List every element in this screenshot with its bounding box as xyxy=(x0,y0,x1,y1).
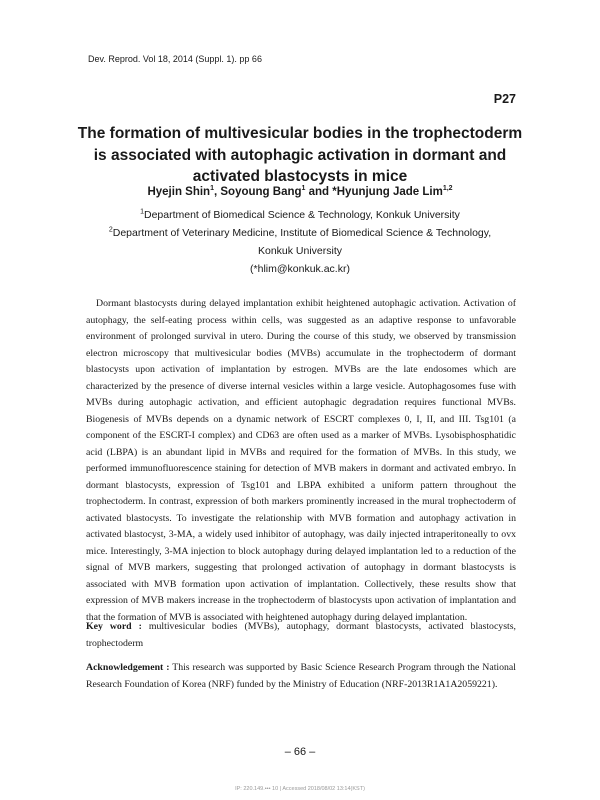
affil-sup: 2 xyxy=(108,226,113,234)
author-affil-sup: 1 xyxy=(210,185,214,193)
affiliation-2 xyxy=(70,224,530,242)
keywords xyxy=(86,619,516,652)
affiliation-1 xyxy=(70,206,530,224)
page-number: – 66 – xyxy=(284,746,316,758)
author-list xyxy=(70,186,530,198)
abstract-text: Dormant blastocysts during delayed implantation exhibit heightened autophagic activation. Activation of autophagy, the self-eating process within cells, was suggested as an adaptive response to unfavorable environment of prolonged survival in utero. During the course of this study, we observed by transmission electron microscopy that multivesicular bodies (MVBs) accumulate in the trophectoderm of dormant blastocysts upon activation of implantation by estrogen. MVBs are the late endosomes which are characterized by the presence of diverse internal vesicles within a large vesicle. Autophagosomes fuse with MVBs during autophagic activation, and efficient autophagic degradation requires functional MVBs. Biogenesis of MVBs depends on a dynamic network of ESCRT complexes 0, I, II, and III. Tsg101 (a component of the ESCRT-I complex) and CD63 are often used as a marker of MVBs. Lysobisphosphatidic acid (LBPA) is an abundant lipid in MVBs and required for the formation of MVBs. In this study, we performed immunofluorescence staining for detection of MVB makers in dormant and activated embryo. In dormant blastocysts, expression of Tsg101 and LBPA exhibited a uniform pattern throughout the trophectoderm. In contrast, expression of both markers prominently increased in the mural trophectoderm of activated blastocysts. To investigate the relationship with MVB formation and autophagy activation in activated blastocyst, 3-MA, a widely used inhibitor of autophagy, was daily injected intraperitoneally to ovx mice. Interestingly, 3-MA injection to block autophagy during delayed implantation led to a reduction of the signal of MVB markers, suggesting that prolonged activation of autophagy in dormant blastocysts is associated with MVB formation upon activation of implantation. Collectively, these results show that expression of MVB makers increase in the trophectoderm of blastocysts upon activation of implantation and that the formation of MVB is associated with heightened autophagy during delayed implantation. xyxy=(86,298,516,623)
ack-label: Acknowledgement : xyxy=(86,662,170,673)
keywords-label: Key word : xyxy=(86,621,142,632)
affiliation-2-cont: Konkuk University xyxy=(257,245,343,257)
paper-title: The formation of multivesicular bodies in the trophectoderm is associated with autophagic activation in dormant and activated blastocysts in mice xyxy=(77,125,523,185)
access-footer: IP: 220.149.••• 10 | Accessed 2018/08/02 13:14(KST) xyxy=(235,786,365,792)
affiliations xyxy=(70,206,530,278)
poster-id: P27 xyxy=(493,92,516,106)
affil-text: Department of Biomedical Science & Technology, Konkuk University xyxy=(143,209,460,221)
author-affil-sup: 1,2 xyxy=(442,185,453,193)
corresponding-email: (*hlim@konkuk.ac.kr) xyxy=(250,263,350,275)
journal-citation: Dev. Reprod. Vol 18, 2014 (Suppl. 1). pp 66 xyxy=(88,54,262,64)
author-name: Hyejin Shin xyxy=(147,186,211,198)
keywords-text: multivesicular bodies (MVBs), autophagy, dormant blastocysts, activated blastocysts, trophectoderm xyxy=(86,621,516,649)
author-name: *Hyunjung Jade Lim xyxy=(332,186,443,198)
author-separator: and xyxy=(305,186,333,198)
affil-sup: 1 xyxy=(140,208,144,216)
affil-text: Department of Veterinary Medicine, Institute of Biomedical Science & Technology, xyxy=(112,227,492,239)
acknowledgement xyxy=(86,660,516,693)
author-separator: , xyxy=(213,186,221,198)
author-name: Soyoung Bang xyxy=(220,186,302,198)
author-affil-sup: 1 xyxy=(301,185,306,193)
ack-text: This research was supported by Basic Science Research Program through the National Research Foundation of Korea (NRF) funded by the Ministry of Education (NRF-2013R1A1A2059221). xyxy=(86,662,516,690)
